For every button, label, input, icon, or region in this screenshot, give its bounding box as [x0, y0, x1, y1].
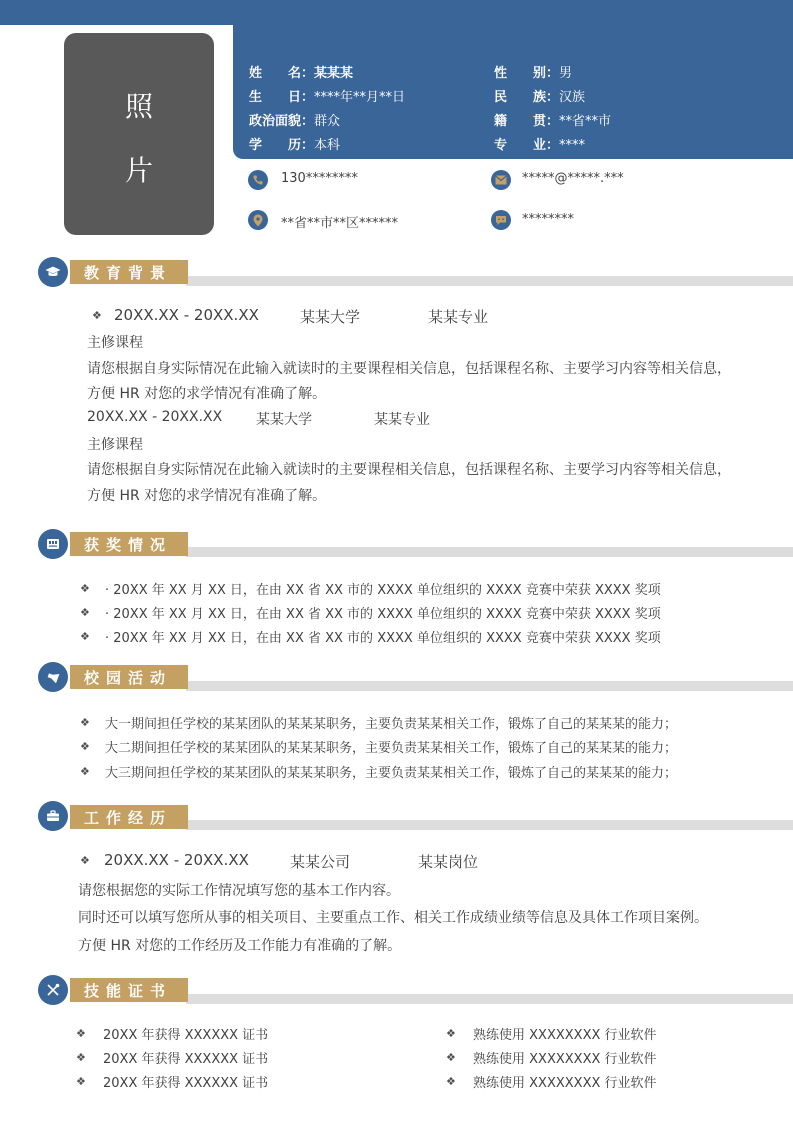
bullet-icon: ❖: [80, 854, 90, 867]
photo-label-line2: 片: [124, 154, 153, 187]
info-origin: [494, 110, 611, 129]
header-bar: [0, 0, 793, 25]
skill-cert-3: 20XX 年获得 XXXXXX 证书: [103, 1076, 269, 1091]
briefcase-icon: [38, 801, 68, 831]
section-divider: [186, 547, 793, 557]
bullet-icon: ❖: [80, 582, 90, 595]
edu2-desc-line2: 方便 HR 对您的求学情况有准确了解。: [87, 488, 327, 504]
edu2-school: 某某大学: [256, 412, 312, 428]
degree-label: 学 历：: [249, 138, 315, 153]
bullet-icon: ❖: [446, 1051, 456, 1064]
info-name: [249, 62, 353, 81]
campus-item-1: 大一期间担任学校的某某团队的某某某职务，主要负责某某相关工作，锻炼了自己的某某某的能力；: [105, 717, 678, 732]
skill-cert-1: 20XX 年获得 XXXXXX 证书: [103, 1028, 269, 1043]
bullet-icon: ❖: [76, 1075, 86, 1088]
tools-icon: [38, 975, 68, 1005]
ethnicity-label: 民 族：: [494, 90, 560, 105]
phone-icon: [248, 170, 268, 190]
edu1-major: 某某专业: [428, 308, 489, 326]
bullet-icon: ❖: [80, 716, 90, 729]
edu1-course-label: 主修课程: [87, 335, 143, 351]
campus-item-3: 大三期间担任学校的某某团队的某某某职务，主要负责某某相关工作，锻炼了自己的某某某的能力；: [105, 766, 678, 781]
certificate-icon: [38, 529, 68, 559]
photo-label-line1: 照: [124, 90, 153, 123]
info-gender: [494, 62, 572, 81]
section-divider: [186, 276, 793, 286]
edu1-desc-line2: 方便 HR 对您的求学情况有准确了解。: [87, 386, 327, 402]
section-title-campus: 校园活动: [70, 665, 188, 689]
campus-item-2: 大二期间担任学校的某某团队的某某某职务，主要负责某某相关工作，锻炼了自己的某某某的能力；: [105, 741, 678, 756]
award-item-3: · 20XX 年 XX 月 XX 日，在由 XX 省 XX 市的 XXXX 单位组织的 XXXX 竞赛中荣获 XXXX 奖项: [105, 631, 661, 646]
bullet-icon: ❖: [446, 1075, 456, 1088]
bullet-icon: ❖: [76, 1027, 86, 1040]
info-major: [494, 134, 585, 153]
degree-value: 本科: [314, 138, 341, 153]
work-desc-line1: 请您根据您的实际工作情况填写您的基本工作内容。: [78, 883, 400, 899]
section-divider: [186, 994, 793, 1004]
work-date: 20XX.XX - 20XX.XX: [104, 851, 249, 869]
major-label: 专 业：: [494, 138, 560, 153]
skill-software-2: 熟练使用 XXXXXXXX 行业软件: [473, 1052, 657, 1067]
skill-cert-2: 20XX 年获得 XXXXXX 证书: [103, 1052, 269, 1067]
award-item-2: · 20XX 年 XX 月 XX 日，在由 XX 省 XX 市的 XXXX 单位组织的 XXXX 竞赛中荣获 XXXX 奖项: [105, 607, 661, 622]
work-position: 某某岗位: [418, 853, 479, 871]
location-icon: [248, 210, 268, 230]
section-title-work: 工作经历: [70, 805, 188, 829]
ethnicity-value: 汉族: [559, 90, 586, 105]
edu1-desc-line1: 请您根据自身实际情况在此输入就读时的主要课程相关信息，包括课程名称、主要学习内容等相关信息，: [87, 361, 731, 377]
info-politics: [249, 110, 340, 129]
gender-label: 性 别：: [494, 66, 560, 81]
info-birth: [249, 86, 405, 105]
section-title-skills: 技能证书: [70, 978, 188, 1002]
info-ethnicity: [494, 86, 585, 105]
wechat-icon: [491, 210, 511, 230]
politics-value: 群众: [314, 114, 341, 129]
bullet-icon: ❖: [76, 1051, 86, 1064]
major-value: ****: [559, 138, 586, 153]
bullet-icon: ❖: [80, 606, 90, 619]
origin-value: **省**市: [559, 114, 612, 129]
bullet-icon: ❖: [80, 765, 90, 778]
section-title-education: 教育背景: [70, 260, 188, 284]
edu1-school: 某某大学: [300, 308, 361, 326]
work-desc-line3: 方便 HR 对您的工作经历及工作能力有准确的了解。: [78, 938, 402, 954]
graduation-cap-icon: [38, 257, 68, 287]
politics-label: 政治面貌：: [249, 114, 315, 129]
work-desc-line2: 同时还可以填写您所从事的相关项目、主要重点工作、相关工作成绩业绩等信息及具体工作项目案例。: [78, 910, 708, 926]
bullet-icon: ❖: [80, 740, 90, 753]
edu1-date: 20XX.XX - 20XX.XX: [114, 306, 259, 324]
edu2-desc-line1: 请您根据自身实际情况在此输入就读时的主要课程相关信息，包括课程名称、主要学习内容等相关信息，: [87, 462, 731, 478]
section-title-awards: 获奖情况: [70, 532, 188, 556]
bullet-icon: ❖: [92, 309, 102, 322]
photo-placeholder[interactable]: [64, 33, 214, 235]
skill-software-1: 熟练使用 XXXXXXXX 行业软件: [473, 1028, 657, 1043]
birth-label: 生 日：: [249, 90, 315, 105]
award-item-1: · 20XX 年 XX 月 XX 日，在由 XX 省 XX 市的 XXXX 单位组织的 XXXX 竞赛中荣获 XXXX 奖项: [105, 583, 661, 598]
megaphone-icon: [38, 662, 68, 692]
edu2-date: 20XX.XX - 20XX.XX: [87, 409, 223, 425]
section-divider: [186, 681, 793, 691]
work-company: 某某公司: [290, 853, 351, 871]
bullet-icon: ❖: [80, 630, 90, 643]
edu2-course-label: 主修课程: [87, 437, 143, 453]
info-degree: [249, 134, 340, 153]
edu2-major: 某某专业: [374, 412, 430, 428]
email-icon: [491, 170, 511, 190]
birth-value: ****年**月**日: [314, 90, 406, 105]
name-value: 某某某: [314, 66, 354, 81]
section-divider: [186, 820, 793, 830]
wechat-text: ********: [522, 212, 574, 227]
email-text: *****@*****.***: [522, 171, 624, 186]
skill-software-3: 熟练使用 XXXXXXXX 行业软件: [473, 1076, 657, 1091]
address-text: **省**市**区******: [281, 216, 399, 231]
gender-value: 男: [559, 66, 573, 81]
bullet-icon: ❖: [446, 1027, 456, 1040]
origin-label: 籍 贯：: [494, 114, 560, 129]
phone-text: 130********: [281, 171, 358, 186]
name-label: 姓 名：: [249, 66, 315, 81]
